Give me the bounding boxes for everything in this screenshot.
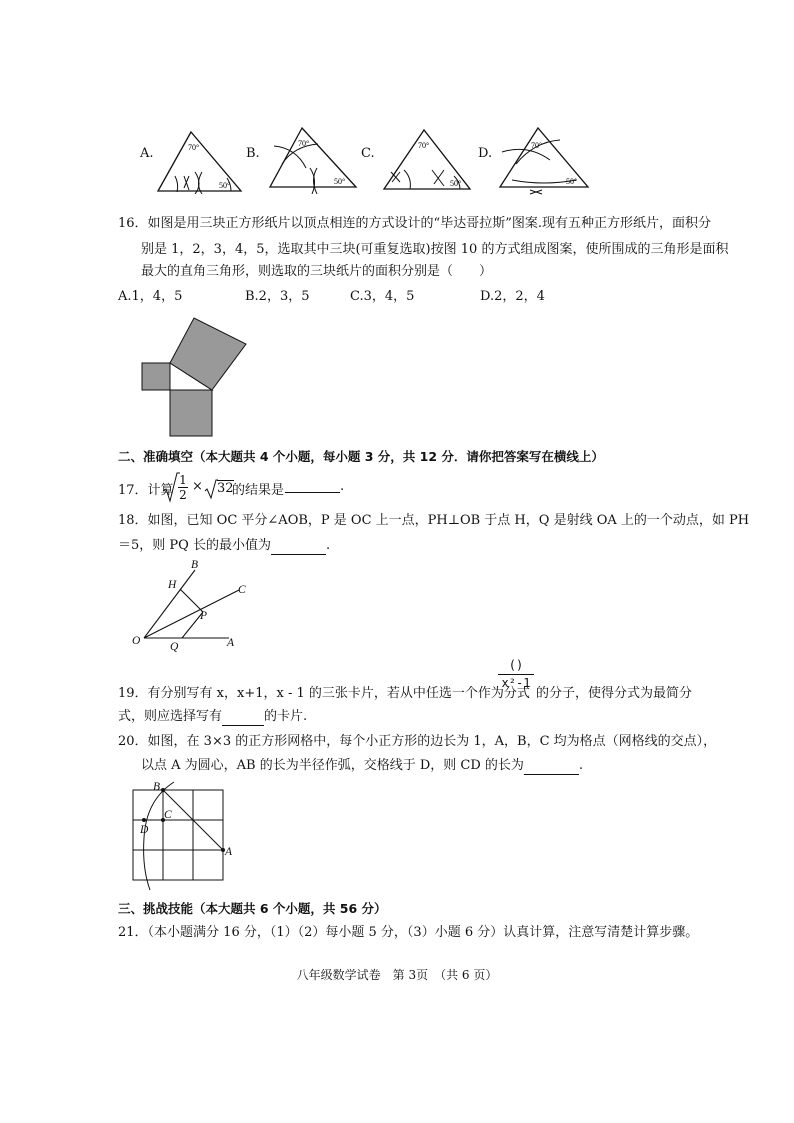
q16-line-2: 别是 1，2，3，4，5，选取其中三块(可重复选取)按图 10 的方式组成图案，使所围成的三角形是面积 bbox=[141, 242, 729, 257]
svg-text:O: O bbox=[132, 635, 141, 647]
section-2-title: 二、准确填空（本大题共 4 个小题，每小题 3 分，共 12 分．请你把答案写在横线上） bbox=[118, 449, 604, 464]
q17-times: × bbox=[192, 479, 203, 494]
q18-answer-blank bbox=[271, 540, 326, 555]
svg-text:B: B bbox=[153, 781, 161, 793]
q20-line-2-text: 以点 A 为圆心，AB 的长为半径作弧，交格线于 D，则 CD 的长为 bbox=[141, 758, 524, 773]
option-a-label: A. bbox=[140, 146, 154, 161]
option-b-triangle-figure bbox=[262, 124, 360, 194]
svg-text:70°: 70° bbox=[188, 143, 200, 152]
q18-line-2 bbox=[118, 537, 330, 555]
svg-text:P: P bbox=[200, 610, 208, 622]
svg-text:50°: 50° bbox=[566, 177, 578, 186]
option-b-label: B. bbox=[246, 146, 260, 161]
q16-line-3: 最大的直角三角形，则选取的三块纸片的面积分别是（ ） bbox=[141, 264, 493, 279]
q20-end: . bbox=[578, 758, 584, 773]
q16-option-b: B.2，3，5 bbox=[245, 289, 310, 304]
option-c-triangle-figure bbox=[378, 126, 474, 194]
page-footer: 八年级数学试卷 第 3页 （共 6 页） bbox=[296, 968, 498, 982]
svg-text:C: C bbox=[238, 584, 246, 596]
q17-radicand: 32 bbox=[217, 481, 234, 496]
grid-arc-figure bbox=[126, 778, 238, 894]
q19-frac-den: x²-1 bbox=[501, 676, 531, 690]
q17-frac-den: 2 bbox=[179, 488, 187, 502]
q17-frac-num: 1 bbox=[179, 473, 187, 487]
q21-line: 21．（本小题满分 16 分，（1）（2）每小题 5 分，（3）小题 6 分）认真计算，注意写清楚计算步骤。 bbox=[118, 925, 699, 940]
q19-answer-blank bbox=[222, 711, 264, 726]
q18-line-1: 18．如图，已知 OC 平分∠AOB，P 是 OC 上一点，PH⊥OB 于点 H，Q 是射线 OA 上的一个动点，如 PH bbox=[118, 513, 750, 528]
svg-text:H: H bbox=[168, 579, 177, 591]
q16-option-a: A.1，4，5 bbox=[118, 289, 183, 304]
option-d-label: D. bbox=[478, 146, 493, 161]
svg-text:Q: Q bbox=[170, 641, 179, 652]
svg-text:50°: 50° bbox=[219, 181, 231, 190]
q16-line-1: 16．如图是用三块正方形纸片以顶点相连的方式设计的“毕达哥拉斯”图案.现有五种正方形纸片，面积分 bbox=[118, 216, 711, 231]
q20-answer-blank bbox=[524, 760, 579, 775]
q17-end: . bbox=[340, 479, 345, 494]
svg-text:50°: 50° bbox=[334, 177, 346, 186]
svg-text:A: A bbox=[227, 637, 235, 649]
fraction-bar bbox=[498, 674, 534, 675]
q20-line-2 bbox=[141, 757, 583, 775]
q19-frac-num: () bbox=[508, 658, 524, 672]
angle-bisector-figure bbox=[128, 556, 254, 652]
option-d-triangle-figure bbox=[494, 124, 592, 196]
option-a-triangle-figure bbox=[155, 128, 245, 194]
svg-text:C: C bbox=[164, 809, 172, 821]
q16-option-d: D.2，2，4 bbox=[480, 289, 545, 304]
q16-option-c: C.3，4，5 bbox=[350, 289, 415, 304]
option-c-label: C. bbox=[361, 146, 375, 161]
q18-line-2-text: ＝5，则 PQ 长的最小值为 bbox=[118, 538, 271, 553]
svg-text:A: A bbox=[225, 846, 233, 858]
q19-line-1-pre: 19．有分别写有 x，x+1，x - 1 的三张卡片，若从中任选一个作为分式 bbox=[118, 686, 530, 701]
sqrt-sign-icon bbox=[204, 479, 218, 499]
q20-line-1: 20．如图，在 3×3 的正方形网格中，每个小正方形的边长为 1，A，B，C 均为格点（网格线的交点）， bbox=[118, 734, 717, 749]
q19-line-2-pre: 式，则应选择写有 bbox=[118, 709, 223, 724]
svg-text:50°: 50° bbox=[450, 179, 462, 188]
section-3-title: 三、挑战技能（本大题共 6 个小题，共 56 分） bbox=[118, 901, 387, 916]
q19-line-2-post: 的卡片. bbox=[264, 709, 308, 724]
q19-line-1-post: 的分子，使得分式为最简分 bbox=[536, 686, 693, 701]
q17-answer-blank bbox=[285, 478, 340, 493]
q17-prefix: 17．计算 bbox=[118, 483, 174, 498]
svg-text:70°: 70° bbox=[298, 139, 310, 148]
svg-text:B: B bbox=[191, 559, 199, 571]
svg-text:70°: 70° bbox=[531, 141, 543, 150]
q17-suffix: 的结果是 bbox=[232, 483, 285, 498]
svg-text:70°: 70° bbox=[418, 141, 430, 150]
q18-end: . bbox=[325, 538, 331, 553]
q19-line-1 bbox=[118, 655, 718, 701]
svg-text:D: D bbox=[140, 824, 149, 836]
q19-line-2 bbox=[118, 708, 307, 726]
pythagoras-squares-figure bbox=[138, 312, 250, 442]
